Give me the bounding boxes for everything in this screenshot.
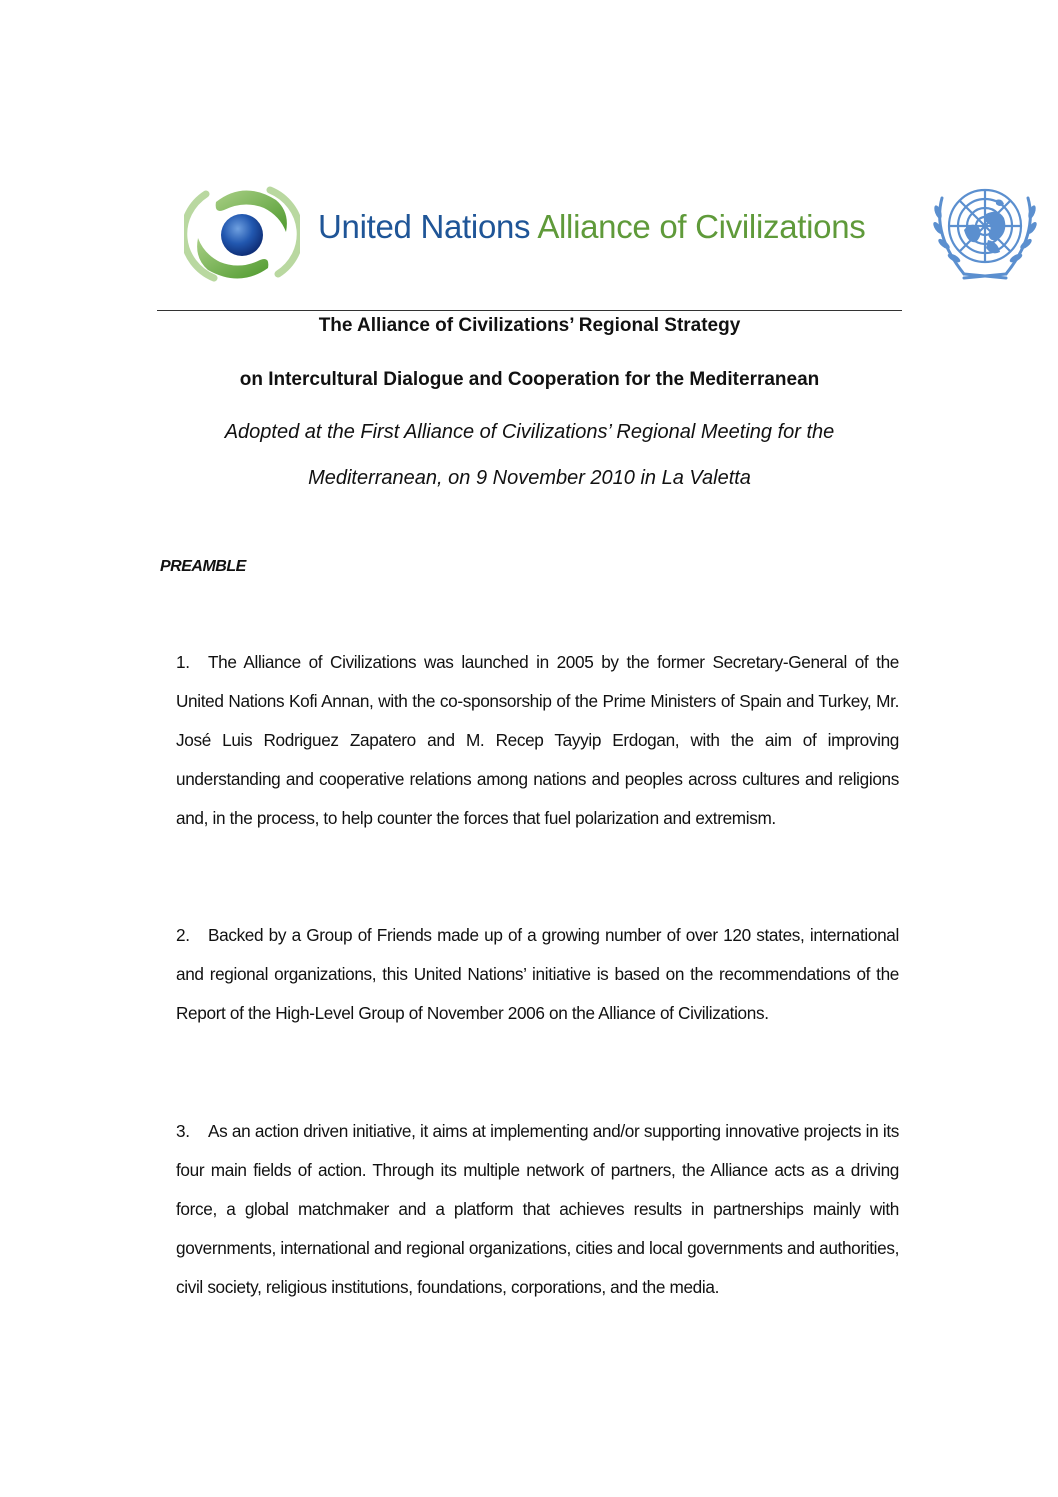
un-emblem-icon [928,178,1042,284]
document-subtitle-line-1: Adopted at the First Alliance of Civilizations’ Regional Meeting for the [224,421,835,443]
paragraph-2 [176,916,899,1033]
brand-alliance-of-civilizations: Alliance of Civilizations [537,208,866,245]
paragraph-text: Backed by a Group of Friends made up of a growing number of over 120 states, international and regional organizations, this United Nations’ initiative is based on the recommendations of the Report of the High-Level Group of November 2006 on the Alliance of Civilizations. [176,925,899,1023]
paragraph-1 [176,643,899,838]
alliance-of-civilizations-logo-icon [184,182,300,286]
paragraph-number: 2. [176,925,190,945]
brand-name [318,208,865,246]
brand-united-nations: United Nations [318,208,531,245]
paragraph-3 [176,1112,899,1307]
document-subtitle-line-2: Mediterranean, on 9 November 2010 in La Valetta [308,467,751,489]
paragraph-text: As an action driven initiative, it aims at implementing and/or supporting innovative projects in its four main fields of action. Through its multiple network of partners, the Alliance acts as a driving force, a global matchmaker and a platform that achieves results in partnerships mainly with governments, international and regional organizations, cities and local governments and authorities, civil society, religious institutions, foundations, corporations, and the media. [176,1121,899,1297]
document-title-line-1: The Alliance of Civilizations’ Regional Strategy [318,315,741,336]
document-title-line-2: on Intercultural Dialogue and Cooperation for the Mediterranean [239,369,820,390]
section-heading-preamble: PREAMBLE [160,558,246,575]
paragraph-text: The Alliance of Civilizations was launched in 2005 by the former Secretary-General of the United Nations Kofi Annan, with the co-sponsorship of the Prime Ministers of Spain and Turkey, Mr. José Luis Rodriguez Zapatero and M. Recep Tayyip Erdogan, with the aim of improving understanding and cooperative relations among nations and peoples across cultures and religions and, in the process, to help counter the forces that fuel polarization and extremism. [176,652,899,828]
paragraph-number: 3. [176,1121,190,1141]
letterhead [180,178,1050,288]
header-divider [157,310,902,311]
paragraph-number: 1. [176,652,190,672]
